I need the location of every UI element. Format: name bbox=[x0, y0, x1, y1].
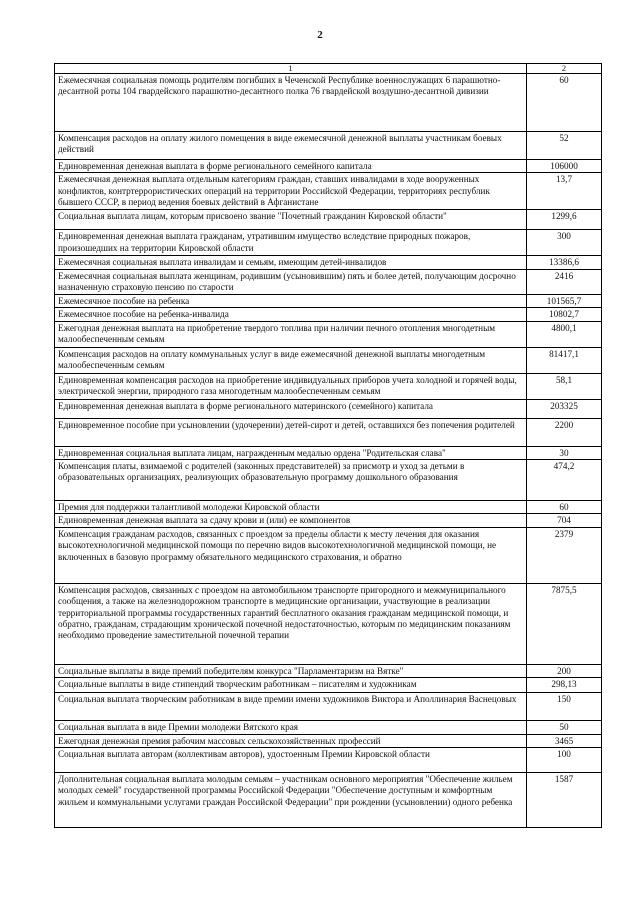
payment-description: Единовременное пособие при усыновлении (удочерении) детей-сирот и детей, оставшихся без попечения родителей bbox=[55, 418, 527, 446]
payment-description: Премия для поддержки талантливой молодежи Кировской области bbox=[55, 501, 527, 514]
table-row bbox=[55, 256, 602, 269]
payment-description: Единовременная денежная выплата за сдачу крови и (или) ее компонентов bbox=[55, 514, 527, 527]
table-row bbox=[55, 230, 602, 256]
column-header-2: 2 bbox=[527, 64, 602, 74]
table-row bbox=[55, 583, 602, 664]
payment-amount: 203325 bbox=[527, 399, 602, 418]
payment-amount: 474,2 bbox=[527, 460, 602, 501]
payment-amount: 298,13 bbox=[527, 678, 602, 693]
payment-amount: 58,1 bbox=[527, 373, 602, 399]
payment-description: Ежегодная денежная выплата на приобретение твердого топлива при наличии печного отопления многодетным малообеспеченным семьям bbox=[55, 321, 527, 347]
payment-amount: 30 bbox=[527, 446, 602, 459]
table-row bbox=[55, 399, 602, 418]
payment-amount: 2379 bbox=[527, 527, 602, 583]
payment-amount: 704 bbox=[527, 514, 602, 527]
payment-description: Социальные выплаты в виде стипендий творческим работникам – писателям и художникам bbox=[55, 678, 527, 693]
table-row bbox=[55, 501, 602, 514]
table-row bbox=[55, 294, 602, 307]
column-header-1: 1 bbox=[55, 64, 527, 74]
table-row bbox=[55, 321, 602, 347]
payment-amount: 13386,6 bbox=[527, 256, 602, 269]
payment-amount: 150 bbox=[527, 693, 602, 721]
payment-description: Ежемесячное пособие на ребенка bbox=[55, 294, 527, 307]
payment-amount: 81417,1 bbox=[527, 347, 602, 373]
payment-amount: 2200 bbox=[527, 418, 602, 446]
payment-description: Компенсация расходов, связанных с проездом на автомобильном транспорте пригородного и межмуниципального сообщения, а также на железнодорожном транспорте в медицинские организации, участвующие в реализации территориальной программы государственных гарантий бесплатного оказания гражданам медицинской помощи, и обратно, гражданам, страдающим хронической почечной недостаточностью, которым по медицинским показаниям необходимо проведение заместительной почечной терапии bbox=[55, 583, 527, 664]
table-row bbox=[55, 269, 602, 294]
payment-amount: 60 bbox=[527, 501, 602, 514]
payment-description: Единовременная денежная выплата в форме регионального материнского (семейного) капитала bbox=[55, 399, 527, 418]
payment-amount: 101565,7 bbox=[527, 294, 602, 307]
table-row bbox=[55, 721, 602, 734]
payment-description: Единовременная социальная выплата лицам, награжденным медалью ордена "Родительская слава" bbox=[55, 446, 527, 459]
payment-amount: 106000 bbox=[527, 160, 602, 173]
payment-amount: 7875,5 bbox=[527, 583, 602, 664]
table-row bbox=[55, 373, 602, 399]
payment-description: Единовременная денежная выплата гражданам, утратившим имущество вследствие природных пожаров, произошедших на территории Кировской области bbox=[55, 230, 527, 256]
payment-amount: 3465 bbox=[527, 734, 602, 747]
payment-amount: 300 bbox=[527, 230, 602, 256]
payment-description: Единовременная денежная выплата в форме регионального семейного капитала bbox=[55, 160, 527, 173]
table-row bbox=[55, 418, 602, 446]
table-row bbox=[55, 74, 602, 132]
table-row bbox=[55, 734, 602, 747]
payment-amount: 10802,7 bbox=[527, 308, 602, 321]
payment-description: Ежемесячная социальная выплата инвалидам и семьям, имеющим детей-инвалидов bbox=[55, 256, 527, 269]
payment-amount: 60 bbox=[527, 74, 602, 132]
table-row bbox=[55, 527, 602, 583]
table-row bbox=[55, 693, 602, 721]
payment-description: Ежегодная денежная премия рабочим массовых сельскохозяйственных профессий bbox=[55, 734, 527, 747]
payment-description: Компенсация расходов на оплату коммунальных услуг в виде ежемесячной денежной выплаты многодетным малообеспеченным семьям bbox=[55, 347, 527, 373]
table-row bbox=[55, 446, 602, 459]
table-row bbox=[55, 160, 602, 173]
payment-amount: 1587 bbox=[527, 773, 602, 828]
table-row bbox=[55, 748, 602, 773]
payment-amount: 2416 bbox=[527, 269, 602, 294]
payment-description: Ежемесячная денежная выплата отдельным категориям граждан, ставших инвалидами в ходе вооруженных конфликтов, контртеррористических операций на территории Российской Федерации, территориях республик бывшего СССР, в период ведения боевых действий в Афганистане bbox=[55, 173, 527, 210]
page-number: 2 bbox=[317, 29, 323, 41]
payment-amount: 52 bbox=[527, 132, 602, 160]
payment-amount: 50 bbox=[527, 721, 602, 734]
payment-description: Компенсация гражданам расходов, связанных с проездом за пределы области к месту лечения для оказания высокотехнологичной медицинской помощи по перечню видов высокотехнологичной медицинской помощи, не включенных в базовую программу обязательного медицинского страхования, и обратно bbox=[55, 527, 527, 583]
payment-description: Социальная выплата лицам, которым присвоено звание "Почетный гражданин Кировской области" bbox=[55, 210, 527, 230]
table-row bbox=[55, 210, 602, 230]
payment-amount: 1299,6 bbox=[527, 210, 602, 230]
table-row bbox=[55, 460, 602, 501]
payment-description: Дополнительная социальная выплата молодым семьям – участникам основного мероприятия "Обеспечение жильем молодых семей" государственной программы Российской Федерации "Обеспечение доступным и комфортным жильем и коммунальными услугами граждан Российской Федерации" при рождении (усыновлении) одного ребенка bbox=[55, 773, 527, 828]
payment-amount: 4800,1 bbox=[527, 321, 602, 347]
payment-amount: 200 bbox=[527, 664, 602, 677]
social-payments-table bbox=[54, 63, 602, 828]
table-header-row bbox=[55, 64, 602, 74]
table-row bbox=[55, 664, 602, 677]
payment-description: Ежемесячная социальная помощь родителям погибших в Чеченской Республике военнослужащих 6 парашютно-десантной роты 104 гвардейского парашютно-десантного полка 76 гвардейской воздушно-десантной дивизии bbox=[55, 74, 527, 132]
payment-description: Компенсация платы, взимаемой с родителей (законных представителей) за присмотр и уход за детьми в образовательных организациях, реализующих образовательную программу дошкольного образования bbox=[55, 460, 527, 501]
payment-description: Социальные выплаты в виде премий победителям конкурса "Парламентаризм на Вятке" bbox=[55, 664, 527, 677]
payment-amount: 100 bbox=[527, 748, 602, 773]
payment-description: Социальная выплата в виде Премии молодежи Вятского края bbox=[55, 721, 527, 734]
payment-description: Социальная выплата авторам (коллективам авторов), удостоенным Премии Кировской области bbox=[55, 748, 527, 773]
table-row bbox=[55, 347, 602, 373]
payment-description: Ежемесячное пособие на ребенка-инвалида bbox=[55, 308, 527, 321]
payment-description: Компенсация расходов на оплату жилого помещения в виде ежемесячной денежной выплаты участникам боевых действий bbox=[55, 132, 527, 160]
table-row bbox=[55, 678, 602, 693]
table-row bbox=[55, 308, 602, 321]
payment-description: Социальная выплата творческим работникам в виде премии имени художников Виктора и Аполлинария Васнецовых bbox=[55, 693, 527, 721]
table-row bbox=[55, 773, 602, 828]
table-row bbox=[55, 514, 602, 527]
payment-description: Ежемесячная социальная выплата женщинам, родившим (усыновившим) пять и более детей, получающим досрочно назначенную страховую пенсию по старости bbox=[55, 269, 527, 294]
payment-description: Единовременная компенсация расходов на приобретение индивидуальных приборов учета холодной и горячей воды, электрической энергии, природного газа многодетным малообеспеченным семьям bbox=[55, 373, 527, 399]
table-row bbox=[55, 132, 602, 160]
table-row bbox=[55, 173, 602, 210]
payment-amount: 13,7 bbox=[527, 173, 602, 210]
